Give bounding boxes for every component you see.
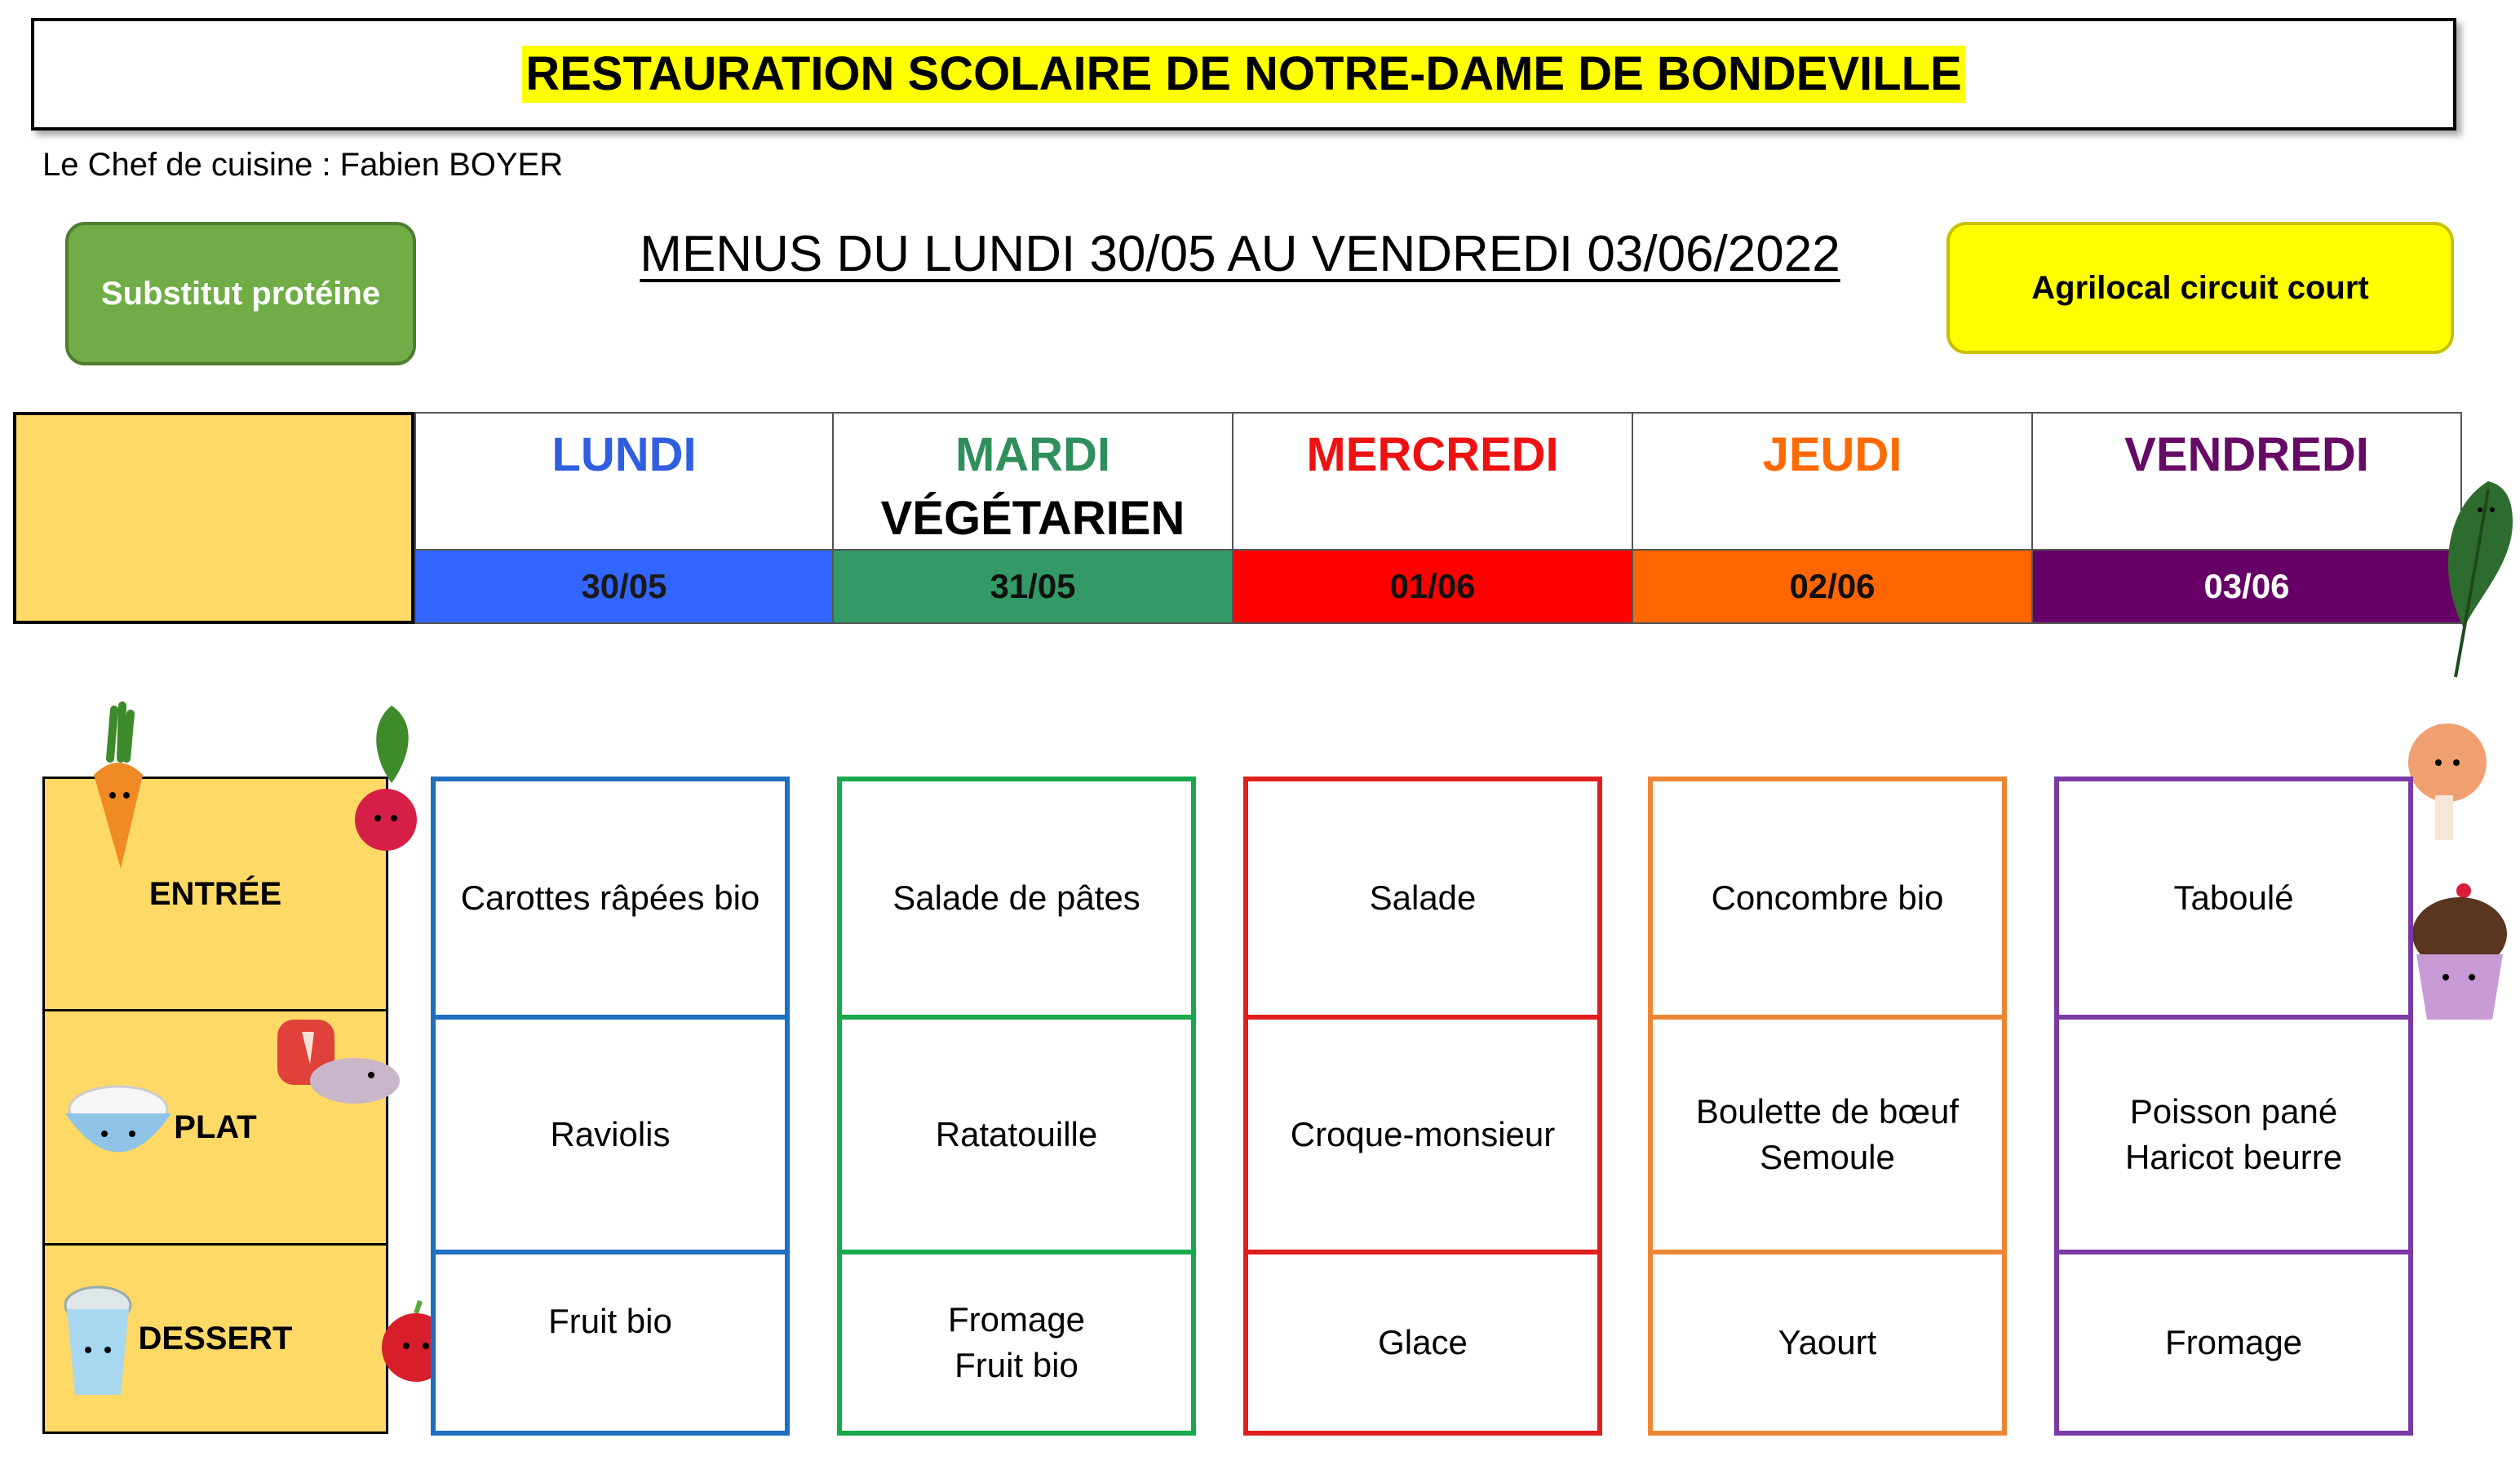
day-header-jeudi [1632, 412, 2033, 551]
dessert-cell: Yaourt [1653, 1250, 2002, 1431]
dessert-cell: Fruit bio [436, 1250, 785, 1431]
menu-column-vendredi [2054, 777, 2413, 1436]
plat-cell: Boulette de bœuf Semoule [1653, 1015, 2002, 1250]
chicken-leg-icon [2403, 718, 2492, 856]
chef-credit: Le Chef de cuisine : Fabien BOYER [42, 147, 564, 183]
day-date-vendredi: 03/06 [2031, 549, 2462, 624]
menu-week-title-text: MENUS DU LUNDI 30/05 AU VENDREDI 03/06/2022 [640, 226, 1840, 282]
plat-cell: Croque-monsieur [1248, 1015, 1597, 1250]
plat-cell: Poisson pané Haricot beurre [2059, 1015, 2408, 1250]
day-date-jeudi: 02/06 [1632, 549, 2033, 624]
entree-cell: Carottes râpées bio [460, 878, 760, 917]
cupcake-icon [2407, 881, 2513, 1028]
plat-cell: Ratatouille [842, 1015, 1191, 1250]
menu-column-jeudi [1648, 777, 2007, 1436]
day-header-vendredi [2031, 412, 2462, 551]
day-subtitle: VÉGÉTARIEN [880, 492, 1185, 545]
menu-week-title [489, 225, 1991, 283]
carrot-icon [82, 701, 155, 873]
day-name: VENDREDI [2124, 428, 2369, 481]
category-label: PLAT [174, 1108, 257, 1145]
category-label: ENTRÉE [148, 875, 282, 912]
day-date-mercredi: 01/06 [1232, 549, 1633, 624]
title-banner [31, 18, 2456, 131]
entree-cell: Salade de pâtes [892, 878, 1140, 917]
entree-cell: Taboulé [2173, 878, 2294, 917]
dessert-cell: Glace [1248, 1250, 1597, 1431]
page-title: RESTAURATION SCOLAIRE DE NOTRE-DAME DE BONDEVILLE [522, 46, 1964, 103]
menu-column-mercredi [1243, 777, 1602, 1436]
day-header-lundi [414, 412, 834, 551]
header-corner-cell [13, 412, 414, 624]
category-label: DESSERT [138, 1320, 293, 1356]
radish-icon [347, 697, 436, 861]
day-name: JEUDI [1762, 428, 1902, 481]
dessert-cell: Fromage [2059, 1250, 2408, 1431]
menu-column-lundi [431, 777, 790, 1436]
entree-cell: Concombre bio [1711, 878, 1944, 917]
day-date-lundi: 30/05 [414, 549, 834, 624]
day-name: MERCREDI [1306, 428, 1559, 481]
menu-column-mardi [837, 777, 1196, 1436]
entree-cell: Salade [1369, 878, 1477, 917]
day-name: LUNDI [551, 428, 697, 481]
plat-cell: Raviolis [436, 1015, 785, 1250]
legend-substitute-protein: Substitut protéine [65, 222, 416, 365]
day-header-mardi [832, 412, 1233, 551]
day-date-mardi: 31/05 [832, 549, 1233, 624]
dessert-cell: Fromage Fruit bio [842, 1250, 1191, 1431]
spinach-icon [2431, 473, 2520, 685]
steak-fish-icon [269, 1011, 400, 1142]
rice-bowl-icon [57, 1077, 179, 1166]
day-name: MARDI [954, 428, 1111, 481]
legend-agrilocal: Agrilocal circuit court [1946, 222, 2454, 354]
yogurt-icon [57, 1281, 139, 1403]
day-header-mercredi [1232, 412, 1633, 551]
